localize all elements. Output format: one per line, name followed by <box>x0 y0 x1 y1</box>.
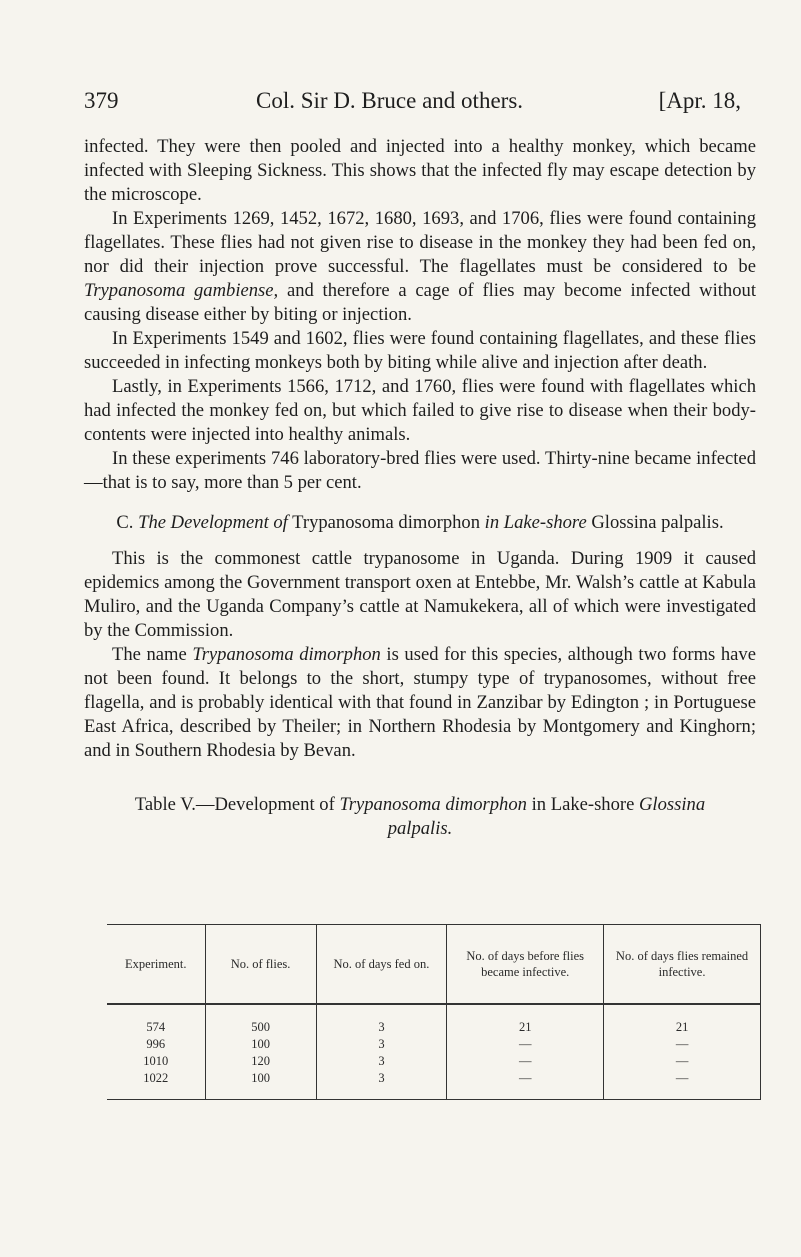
heading-text: Glossina palpalis. <box>586 512 724 533</box>
table-cell: 120 <box>205 1053 316 1070</box>
paragraph: This is the commonest cattle trypanosome in Uganda. During 1909 it caused epidemics among the Government transport oxen at Entebbe, Mr. Walsh’s cattle at Kabula Muliro, and the Uganda Company’s cattle at Namukekera, all of which were investigated by the Commission. <box>84 548 756 641</box>
table-cell: 3 <box>316 1036 447 1053</box>
caption-text: Table V.—Development of <box>134 794 340 815</box>
text-run: is used for this species, although two forms have not been found. It belongs to the short, stumpy type of trypanosomes, without free flagella, and is probably identical with that found in Zanzibar by Edington ; in Portuguese East Africa, described by Theiler; in Northern Rhodesia by Montgomery and Kinghorn; and in Southern Rhodesia by Bevan. <box>84 644 756 761</box>
paragraph: In these experiments 746 laboratory-bred flies were used. Thirty-nine became infected—that is to say, more than 5 per cent. <box>84 448 756 493</box>
table-row <box>107 1004 761 1036</box>
table-cell: 996 <box>107 1036 205 1053</box>
table-cell: 3 <box>316 1070 447 1100</box>
heading-text: Trypanosoma dimorphon <box>287 512 485 533</box>
section-letter: C. <box>116 512 139 533</box>
table-caption <box>84 793 756 841</box>
column-header: No. of days flies remained infective. <box>604 925 761 1005</box>
table-cell: 1010 <box>107 1053 205 1070</box>
heading-italic: The Development of <box>138 512 288 533</box>
caption-italic: Trypanosoma dimorphon <box>339 794 527 815</box>
species-name: Trypanosoma gambiense, <box>84 280 279 301</box>
running-header <box>84 88 741 118</box>
table-cell: — <box>447 1036 604 1053</box>
column-header: Experiment. <box>107 925 205 1005</box>
table-cell: 574 <box>107 1004 205 1036</box>
table-cell: 100 <box>205 1036 316 1053</box>
paragraph <box>84 643 756 763</box>
table-header-row <box>107 925 761 1005</box>
table-cell: — <box>604 1053 761 1070</box>
page-number: 379 <box>84 88 119 113</box>
running-title: Col. Sir D. Bruce and others. <box>256 88 524 113</box>
caption-text: in Lake-shore <box>526 794 639 815</box>
column-header: No. of flies. <box>205 925 316 1005</box>
paragraph: Lastly, in Experiments 1566, 1712, and 1760, flies were found with flagellates which had infected the monkey fed on, but which failed to give rise to disease when their body-contents were injected into healthy animals. <box>84 376 756 445</box>
table-cell: — <box>604 1036 761 1053</box>
development-table <box>107 924 761 1100</box>
running-date: [Apr. 18, <box>658 88 741 113</box>
species-name: Trypanosoma dimorphon <box>192 644 381 665</box>
column-header: No. of days before flies became infective. <box>447 925 604 1005</box>
table-cell: 3 <box>316 1053 447 1070</box>
table-cell: — <box>604 1070 761 1100</box>
caption-italic: palpalis. <box>387 818 453 839</box>
text-run: In Experiments 1269, 1452, 1672, 1680, 1693, and 1706, flies were found containing flagellates. These flies had not given rise to disease in the monkey they had been fed on, nor did their injection prove successful. The flagellates must be considered to be <box>84 208 756 277</box>
table-cell: — <box>447 1053 604 1070</box>
paragraph: In Experiments 1549 and 1602, flies were found containing flagellates, and these flies succeeded in infecting monkeys both by biting while alive and injection after death. <box>84 328 756 373</box>
column-header: No. of days fed on. <box>316 925 447 1005</box>
table-row <box>107 1070 761 1100</box>
caption-italic: Glossina <box>639 794 706 815</box>
table-cell: 21 <box>604 1004 761 1036</box>
table-cell: 500 <box>205 1004 316 1036</box>
paragraph: infected. They were then pooled and injected into a healthy monkey, which became infected with Sleeping Sickness. This shows that the infected fly may escape detection by the microscope. <box>84 136 756 205</box>
table-cell: — <box>447 1070 604 1100</box>
text-run: and therefore a cage of flies may become infected without causing disease either by biting or injection. <box>84 280 756 325</box>
heading-italic: in Lake-shore <box>484 512 587 533</box>
table-cell: 100 <box>205 1070 316 1100</box>
table-cell: 1022 <box>107 1070 205 1100</box>
body-text <box>84 135 756 841</box>
table-row <box>107 1036 761 1053</box>
table-row <box>107 1053 761 1070</box>
table-cell: 3 <box>316 1004 447 1036</box>
table-cell: 21 <box>447 1004 604 1036</box>
paragraph <box>84 207 756 327</box>
text-run: The name <box>112 644 193 665</box>
section-heading <box>84 511 756 535</box>
